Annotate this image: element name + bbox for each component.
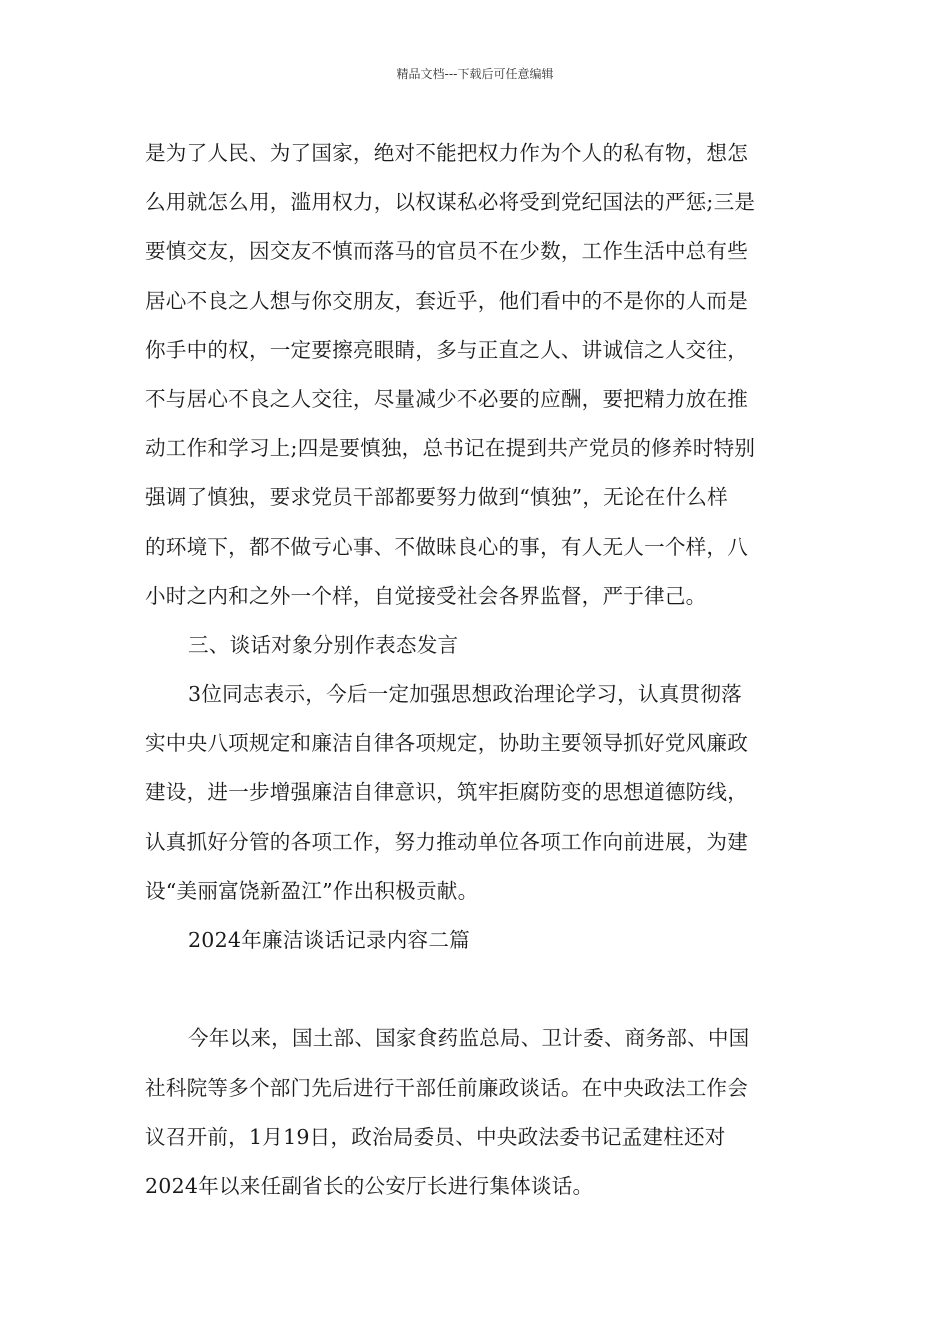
paragraph-intro: [145, 1014, 807, 1211]
text-line: 今年以来，国土部、国家食药监总局、卫计委、商务部、中国: [188, 1026, 750, 1051]
text-line: 议召开前，1月19日，政治局委员、中央政法委书记孟建柱还对: [145, 1124, 726, 1149]
text-line: 么用就怎么用，滥用权力，以权谋私必将受到党纪国法的严惩;三是: [145, 190, 756, 215]
paragraph-statement: [145, 670, 807, 916]
section-heading: 三、谈话对象分别作表态发言: [188, 632, 459, 657]
text-line: 动工作和学习上;四是要慎独，总书记在提到共产党员的修养时特别: [145, 436, 756, 461]
text-line: 居心不良之人想与你交朋友，套近乎，他们看中的不是你的人而是: [145, 288, 749, 313]
document-body: [145, 129, 807, 1211]
text-line: 设“美丽富饶新盈江”作出积极贡献。: [145, 878, 479, 903]
page-header: 精品文档---下载后可任意编辑: [396, 67, 554, 81]
document-subtitle: 2024年廉洁谈话记录内容二篇: [188, 928, 470, 952]
paragraph-continued: [145, 129, 807, 621]
text-line: 建设，进一步增强廉洁自律意识，筑牢拒腐防变的思想道德防线，: [145, 780, 749, 805]
text-line: 3位同志表示，今后一定加强思想政治理论学习，认真贯彻落: [188, 682, 742, 707]
text-line: 社科院等多个部门先后进行干部任前廉政谈话。在中央政法工作会: [145, 1075, 749, 1100]
text-line: 的环境下，都不做亏心事、不做昧良心的事，有人无人一个样，八: [145, 534, 749, 559]
text-line: 实中央八项规定和廉洁自律各项规定，协助主要领导抓好党风廉政: [145, 731, 749, 756]
text-line: 是为了人民、为了国家，绝对不能把权力作为个人的私有物，想怎: [145, 141, 749, 165]
text-line: 认真抓好分管的各项工作，努力推动单位各项工作向前进展，为建: [145, 829, 749, 854]
text-line: 你手中的权，一定要擦亮眼睛，多与正直之人、讲诚信之人交往，: [145, 337, 749, 362]
blank-line: [145, 965, 807, 1014]
text-line: 强调了慎独，要求党员干部都要努力做到“慎独”，无论在什么样: [145, 485, 728, 510]
text-line: 2024年以来任副省长的公安厅长进行集体谈话。: [145, 1173, 594, 1198]
text-line: 不与居心不良之人交往，尽量减少不必要的应酬，要把精力放在推: [145, 386, 749, 411]
text-line: 要慎交友，因交友不慎而落马的官员不在少数，工作生活中总有些: [145, 239, 749, 264]
text-line: 小时之内和之外一个样，自觉接受社会各界监督，严于律己。: [145, 583, 707, 608]
